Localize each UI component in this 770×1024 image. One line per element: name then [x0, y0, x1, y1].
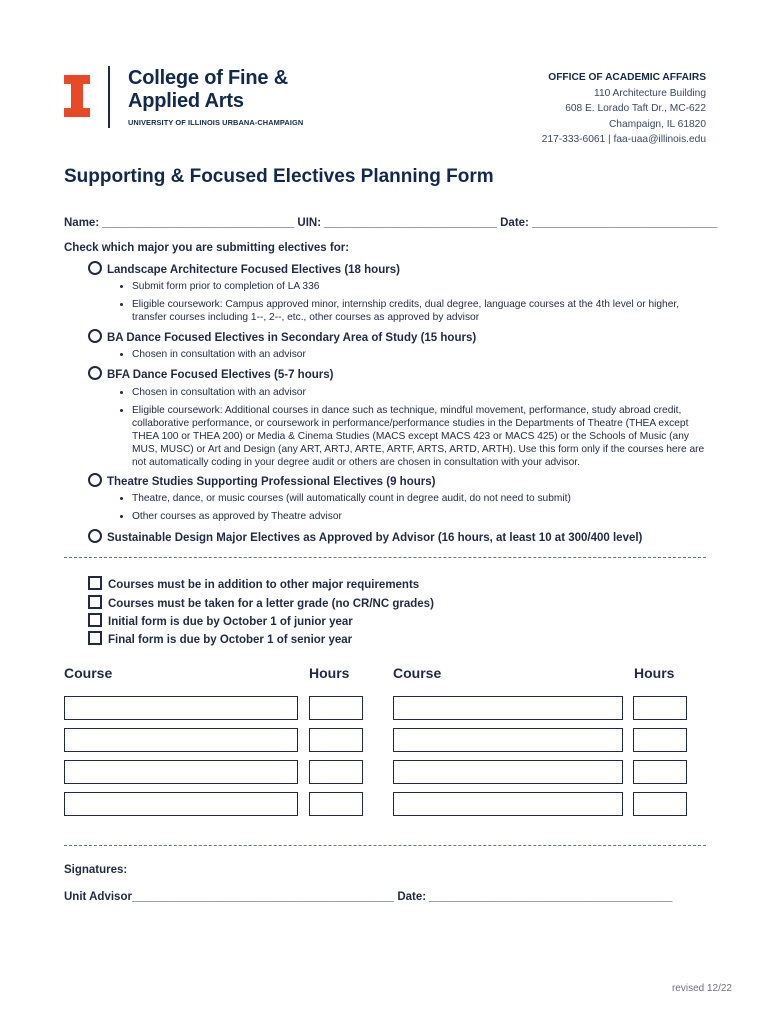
office-line: 608 E. Lorado Taft Dr., MC-622 — [565, 103, 706, 114]
form-title: Supporting & Focused Electives Planning Form — [64, 166, 494, 187]
office-contact: 217-333-6061 | faa-uaa@illinois.edu — [541, 134, 706, 145]
signatures-label: Signatures: — [64, 864, 128, 876]
office-line: 110 Architecture Building — [594, 87, 706, 99]
course-header-left: Course — [64, 665, 113, 681]
detail-item: • Other courses as approved by Theatre advisor — [132, 510, 712, 523]
college-name: College of Fine & Applied Arts — [128, 67, 288, 112]
course-header-right: Course — [393, 665, 442, 681]
option-4-details — [64, 492, 712, 528]
circle-checkbox-icon[interactable] — [88, 529, 102, 543]
hours-input[interactable] — [633, 760, 687, 784]
option-3-details — [64, 386, 712, 474]
office-title: OFFICE OF ACADEMIC AFFAIRS — [548, 72, 706, 83]
hours-input[interactable] — [309, 792, 363, 816]
hours-header-right: Hours — [634, 665, 675, 681]
logo-divider — [108, 66, 110, 128]
circle-checkbox-icon[interactable] — [88, 261, 102, 275]
checkbox-icon[interactable] — [88, 613, 102, 627]
course-input[interactable] — [393, 760, 623, 784]
checkbox-icon[interactable] — [88, 631, 102, 645]
requirement-item: Courses must be in addition to other major requirements — [88, 576, 419, 591]
checkbox-icon[interactable] — [88, 595, 102, 609]
hours-header-left: Hours — [309, 665, 350, 681]
detail-item: • Chosen in consultation with an advisor — [132, 386, 712, 399]
course-input[interactable] — [64, 728, 298, 752]
course-input[interactable] — [393, 696, 623, 720]
revised-date: revised 12/22 — [671, 983, 732, 994]
hours-input[interactable] — [633, 792, 687, 816]
checkbox-icon[interactable] — [88, 576, 102, 590]
option-2-details — [64, 348, 712, 366]
office-address-block — [542, 70, 706, 148]
check-major-label: Check which major you are submitting electives for: — [64, 242, 350, 254]
hours-input[interactable] — [633, 728, 687, 752]
hours-input[interactable] — [309, 696, 363, 720]
option-landscape-architecture[interactable]: Landscape Architecture Focused Electives (18 hours) — [88, 261, 400, 276]
detail-item: • Chosen in consultation with an advisor — [132, 348, 712, 361]
option-bfa-dance[interactable]: BFA Dance Focused Electives (5-7 hours) — [88, 366, 333, 381]
divider — [64, 557, 706, 558]
course-input[interactable] — [393, 792, 623, 816]
hours-input[interactable] — [309, 728, 363, 752]
requirement-item: Initial form is due by October 1 of junior year — [88, 613, 353, 628]
detail-item: • Eligible coursework: Campus approved minor, internship credits, dual degree, language courses at the 4th level or higher, transfer courses including 1--, 2--, etc., other courses as approved by advisor — [132, 298, 712, 324]
illinois-block-i-logo — [64, 75, 90, 117]
course-input[interactable] — [64, 792, 298, 816]
requirement-item: Courses must be taken for a letter grade (no CR/NC grades) — [88, 595, 434, 610]
course-input[interactable] — [64, 760, 298, 784]
hours-input[interactable] — [309, 760, 363, 784]
course-input[interactable] — [64, 696, 298, 720]
option-ba-dance[interactable]: BA Dance Focused Electives in Secondary Area of Study (15 hours) — [88, 329, 476, 344]
university-name: UNIVERSITY OF ILLINOIS URBANA-CHAMPAIGN — [128, 118, 304, 127]
option-sustainable-design[interactable]: Sustainable Design Major Electives as Approved by Advisor (16 hours, at least 10 at 300/400 level) — [88, 529, 642, 544]
circle-checkbox-icon[interactable] — [88, 366, 102, 380]
circle-checkbox-icon[interactable] — [88, 473, 102, 487]
circle-checkbox-icon[interactable] — [88, 329, 102, 343]
course-input[interactable] — [393, 728, 623, 752]
office-line: Champaign, IL 61820 — [608, 118, 706, 130]
option-theatre-studies[interactable]: Theatre Studies Supporting Professional Electives (9 hours) — [88, 473, 435, 488]
option-1-details — [64, 280, 712, 329]
hours-input[interactable] — [633, 696, 687, 720]
detail-item: • Submit form prior to completion of LA 336 — [132, 280, 712, 293]
name-uin-date-fields[interactable]: Name: ______________________________ UIN: ___________________________ Date: _____________________________ — [64, 217, 718, 229]
detail-item: • Theatre, dance, or music courses (will automatically count in degree audit, do not need to submit) — [132, 492, 712, 505]
unit-advisor-signature-line[interactable]: Unit Advisor_________________________________________ Date: ______________________________________ — [64, 891, 673, 903]
requirement-item: Final form is due by October 1 of senior year — [88, 631, 352, 646]
divider — [64, 845, 706, 846]
detail-item: • Eligible coursework: Additional courses in dance such as technique, mindful movement, performance, study abroad credit, collaborative performance, or coursework in performance/performance studies in the Departments of Theatre (THEA except THEA 100 or THEA 200) or Media & Cinema Studies (MACS except MACS 423 or MACS 425) or the Schools of Music (any MUS, MUSC) or Art and Design (any ART, ARTJ, ARTE, ARTF, ARTS, ARTD, ARTH). Use this form only if the courses here are not automatically coding in your degree audit or others are chosen in consultation with your advisor. — [132, 404, 712, 469]
